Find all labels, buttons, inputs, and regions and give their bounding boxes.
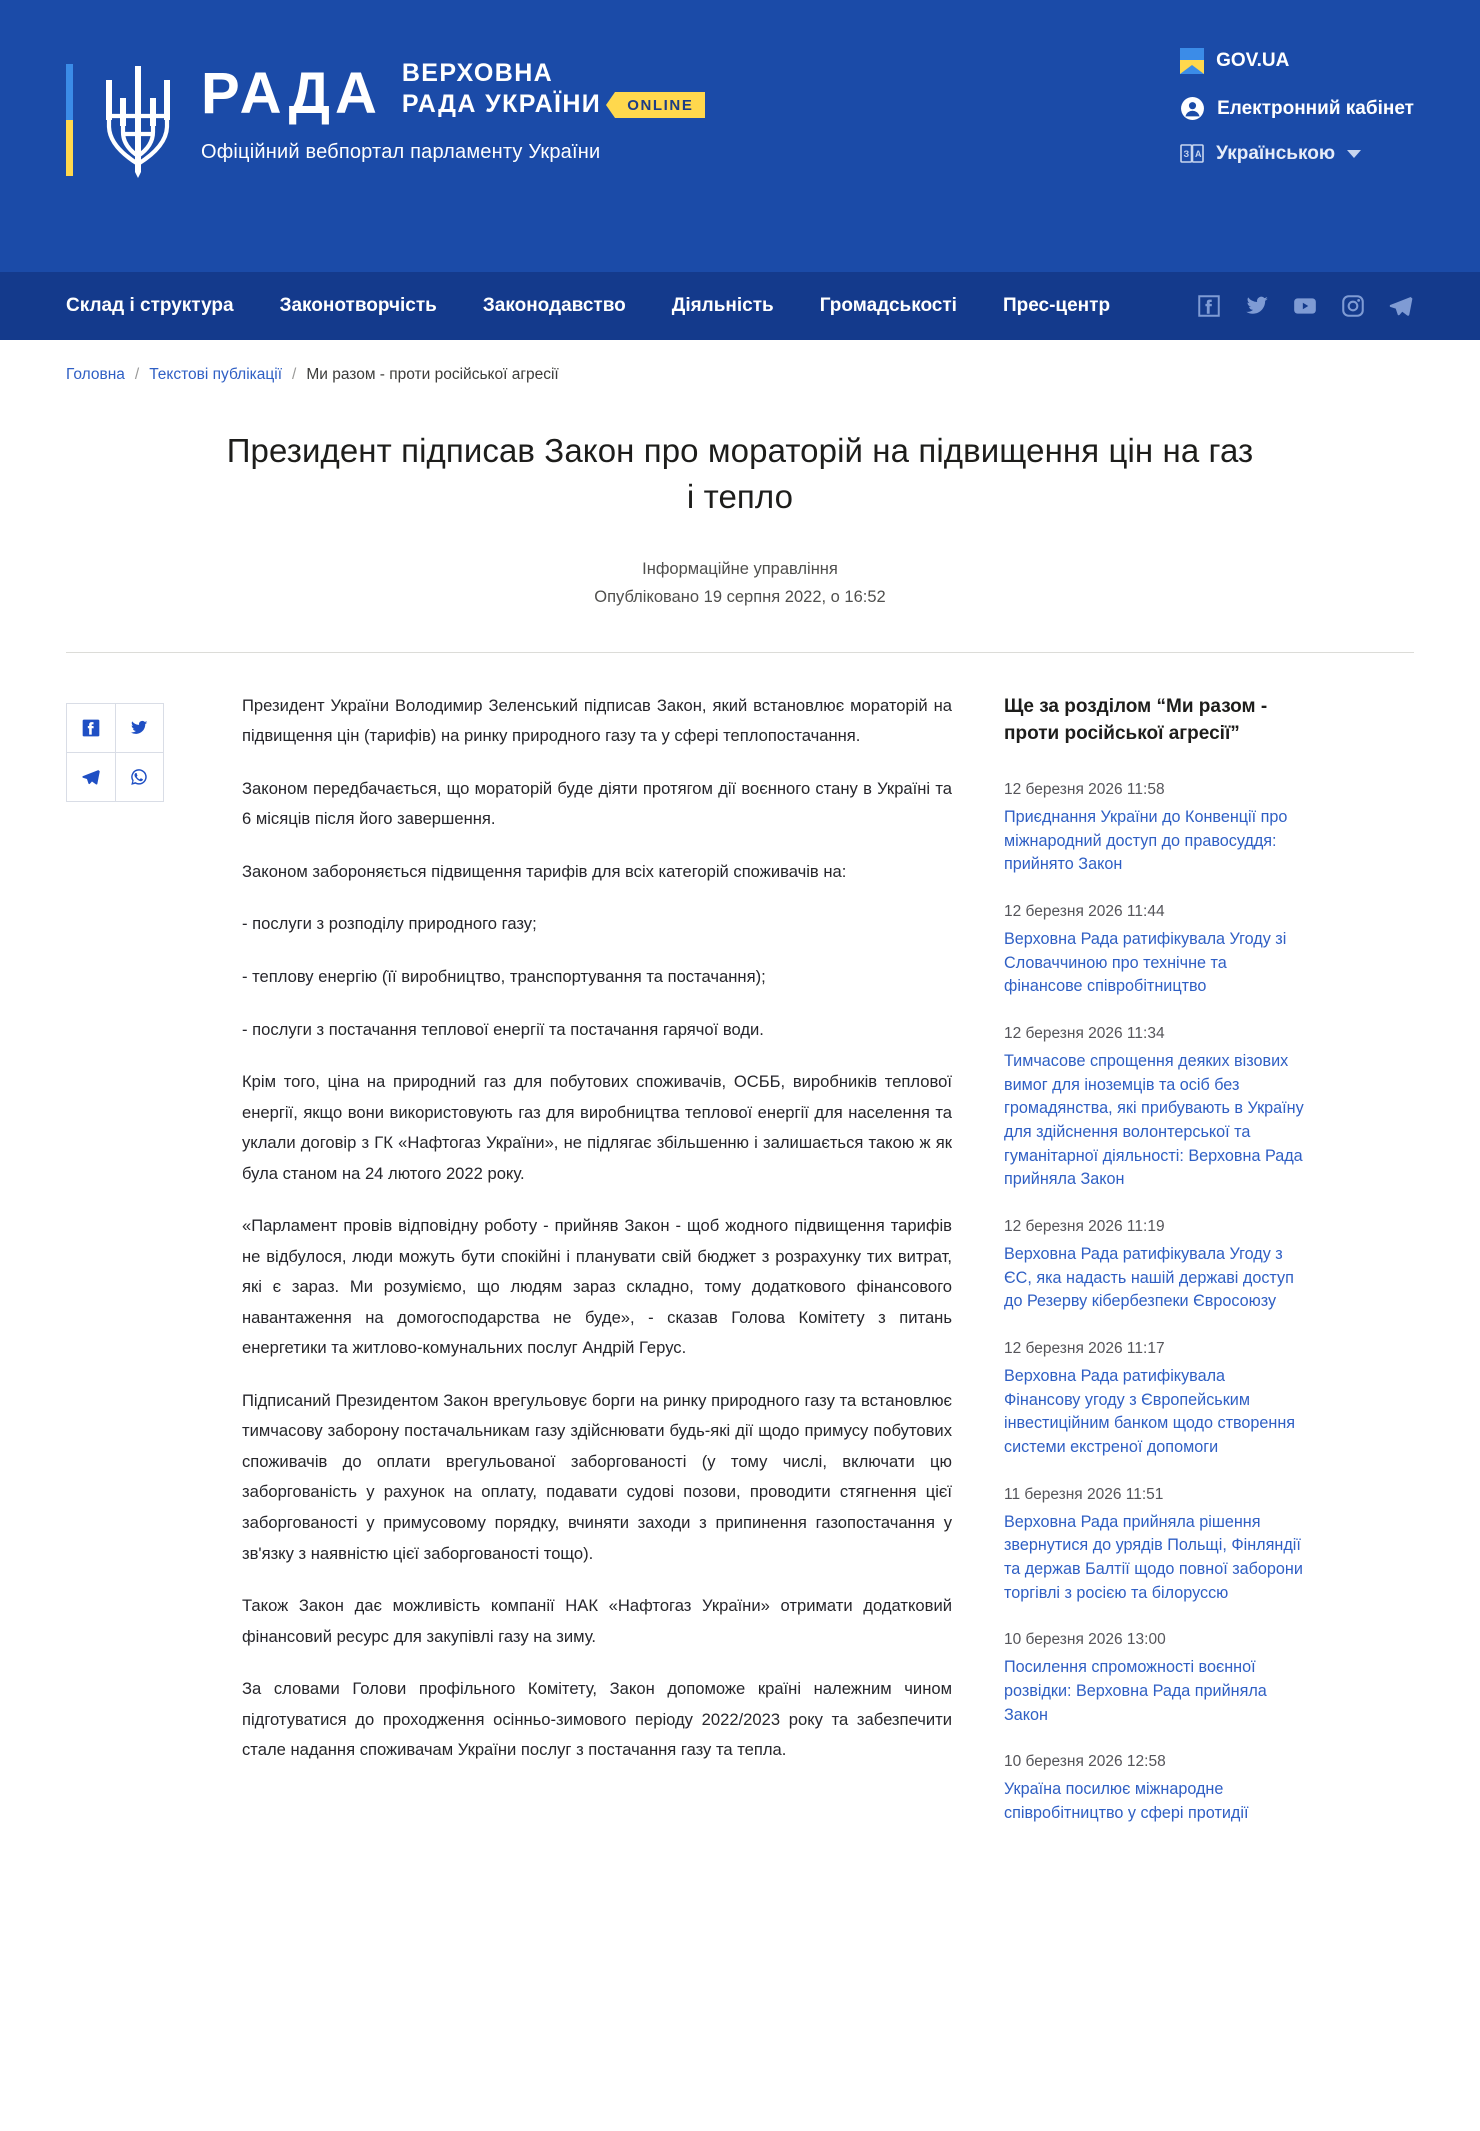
gov-ua-icon (1180, 48, 1204, 74)
related-link[interactable]: Верховна Рада ратифікувала Угоду з ЄС, яка надасть нашій державі доступ до Резерву кібербезпеки Євросоюзу (1004, 1245, 1294, 1311)
related-sidebar (1004, 691, 1304, 1852)
related-date: 12 березня 2026 11:17 (1004, 1339, 1165, 1357)
svg-text:A: A (1195, 149, 1202, 159)
breadcrumb-section[interactable]: Текстові публікації (149, 366, 283, 383)
share-telegram-button[interactable] (67, 753, 116, 802)
electronic-cabinet-label: Електронний кабінет (1217, 97, 1414, 119)
breadcrumb-home[interactable]: Головна (66, 366, 125, 383)
telegram-icon[interactable] (1388, 293, 1414, 319)
article-paragraph: Також Закон дає можливість компанії НАК «Нафтогаз України» отримати додатковий фінансовий ресурс для закупівлі газу на зиму. (242, 1596, 952, 1646)
article-paragraph: За словами Голови профільного Комітету, Закон допоможе країні належним чином підготуватися до проходження осінньо-зимового періоду 2022/2023 року та забезпечити стале надання споживачам України послуг з постачання газу та тепла. (242, 1679, 952, 1760)
list-item (1004, 1025, 1304, 1192)
list-item (1004, 1631, 1304, 1727)
whatsapp-share-icon (129, 767, 149, 787)
youtube-icon[interactable] (1292, 293, 1318, 319)
related-link[interactable]: Україна посилює міжнародне співробітництво у сфері протидії (1004, 1780, 1249, 1822)
share-column (66, 691, 174, 802)
breadcrumb-separator: / (134, 366, 140, 383)
logo-word: РАДА (201, 61, 382, 127)
main-navigation (0, 272, 1480, 340)
related-link[interactable]: Верховна Рада ратифікувала Фінансову угоду з Європейським інвестиційним банком щодо створення системи екстреної допомоги (1004, 1366, 1296, 1456)
nav-item-gromadskosti[interactable]: Громадськості (819, 295, 957, 316)
article-body (174, 691, 1004, 1766)
share-twitter-button[interactable] (116, 704, 165, 753)
related-date: 12 березня 2026 11:34 (1004, 1025, 1165, 1043)
article-list-item: - теплову енергію (її виробництво, транспортування та постачання); (242, 967, 766, 986)
language-label: Українською (1216, 143, 1336, 164)
twitter-share-icon (129, 718, 149, 738)
translate-icon (1180, 143, 1204, 165)
user-circle-icon (1180, 96, 1205, 121)
article-paragraph: Підписаний Президентом Закон врегульовує борги на ринку природного газу та встановлює тимчасову заборону постачальникам газу здійснювати будь-які дії щодо примусу побутових споживачів до оплати врегульованої заборгованості (у тому числі, включати цю заборгованість у рахунок на оплату, подавати судові позови, проводити стягнення цієї заборгованості у примусовому порядку, вчиняти заходи з припинення газопостачання у зв'язку з наявністю цієї заборгованості тощо). (242, 1390, 952, 1563)
flag-accent-bar (66, 64, 73, 176)
share-facebook-button[interactable] (67, 704, 116, 753)
site-logo[interactable] (66, 58, 705, 183)
facebook-share-icon (81, 718, 101, 738)
portal-subtitle: Офіційний вебпортал парламенту України (201, 141, 601, 163)
article-paragraph: Президент України Володимир Зеленський підписав Закон, який встановлює мораторій на підвищення цін (тарифів) на ринку природного газу та у сфері теплопостачання. (242, 695, 952, 746)
article-department: Інформаційне управління (642, 560, 838, 579)
gov-ua-link[interactable] (1180, 48, 1414, 74)
tryzub-icon (97, 60, 179, 183)
related-link[interactable]: Тимчасове спрощення деяких візових вимог для іноземців та осіб без громадянства, які прибувають в Україну для здійснення волонтерської та гуманітарної діяльності: Верховна Рада прийняла Закон (1004, 1052, 1304, 1189)
page-content (30, 653, 1450, 1912)
article-meta (66, 555, 1414, 612)
social-links (1174, 293, 1414, 319)
list-item (1004, 1753, 1304, 1825)
breadcrumb (30, 340, 1450, 406)
list-item (1004, 903, 1304, 999)
nav-item-sklad[interactable]: Склад і структура (66, 295, 234, 316)
gov-ua-label: GOV.UA (1216, 50, 1290, 71)
logo-line-1: ВЕРХОВНА (401, 59, 554, 87)
related-link[interactable]: Верховна Рада прийняла рішення звернутися до урядів Польщі, Фінляндії та держав Балтії щодо повної заборони торгівлі з росією та білоруссю (1004, 1512, 1303, 1602)
related-date: 12 березня 2026 11:44 (1004, 903, 1165, 921)
svg-text:З: З (1183, 149, 1190, 159)
facebook-icon[interactable] (1196, 293, 1222, 319)
related-date: 10 березня 2026 13:00 (1004, 1631, 1166, 1649)
header-utility-links (1180, 48, 1414, 187)
online-badge: ONLINE (615, 92, 705, 118)
related-date: 11 березня 2026 11:51 (1004, 1485, 1164, 1503)
article-paragraph: Законом передбачається, що мораторій буде діяти протягом дії воєнного стану в Україні та 6 місяців після його завершення. (242, 778, 952, 829)
related-date: 10 березня 2026 12:58 (1004, 1753, 1166, 1771)
article-published-date: Опубліковано 19 серпня 2022, о 16:52 (594, 588, 886, 607)
share-buttons (66, 703, 164, 802)
list-item (1004, 781, 1304, 877)
site-header (0, 0, 1480, 272)
share-whatsapp-button[interactable] (116, 753, 165, 802)
related-link[interactable]: Приєднання України до Конвенції про міжнародний доступ до правосуддя: прийнято Закон (1004, 808, 1288, 874)
related-link[interactable]: Верховна Рада ратифікувала Угоду зі Словаччиною про технічне та фінансове співробітництво (1004, 930, 1287, 996)
list-item (1004, 1340, 1304, 1460)
article-list-item: - послуги з розподілу природного газу; (242, 914, 537, 934)
instagram-icon[interactable] (1340, 293, 1366, 319)
telegram-share-icon (81, 767, 101, 787)
nav-item-diyalnist[interactable]: Діяльність (671, 295, 774, 316)
related-date: 12 березня 2026 11:19 (1004, 1218, 1165, 1235)
nav-item-zakonodavstvo[interactable]: Законодавство (482, 295, 626, 316)
chevron-down-icon (1347, 150, 1361, 158)
twitter-icon[interactable] (1244, 293, 1270, 319)
breadcrumb-separator: / (292, 366, 297, 383)
related-link[interactable]: Посилення спроможності воєнної розвідки: Верховна Рада прийняла Закон (1004, 1658, 1267, 1724)
list-item (1004, 1486, 1304, 1606)
page-title: Президент підписав Закон про мораторій на підвищення цін на газ і тепло (226, 432, 1254, 515)
logo-line-2: РАДА УКРАЇНИ (401, 89, 602, 118)
article-paragraph: «Парламент провів відповідну роботу - прийняв Закон - щоб жодного підвищення тарифів не відбулося, люди можуть бути спокійні і планувати свій бюджет з розрахунку тих витрат, які є зараз. Ми розуміємо, що людям зараз складно, тому додаткового фінансового навантаження на домогосподарства не буде», - сказав Голова Комітету з питань енергетики та житлово-комунальних послуг Андрій Герус. (242, 1216, 952, 1358)
article-paragraph: Законом забороняється підвищення тарифів для всіх категорій споживачів на: (242, 861, 847, 881)
article-list-item: - послуги з постачання теплової енергії та постачання гарячої води. (242, 1019, 764, 1039)
language-selector[interactable] (1180, 143, 1414, 165)
breadcrumb-current: Ми разом - проти російської агресії (306, 366, 559, 383)
article-paragraph: Крім того, ціна на природний газ для побутових споживачів, ОСББ, виробників теплової енергії, якщо вони використовують газ для виробництва теплової енергії для населення та уклали договір з ГК «Нафтогаз України», не підлягає збільшенню і залишається такою ж як була станом на 24 лютого 2022 року. (242, 1072, 952, 1183)
sidebar-title: Ще за розділом “Ми разом - проти російської агресії” (1004, 695, 1268, 744)
nav-links (66, 295, 1110, 317)
electronic-cabinet-link[interactable] (1180, 96, 1414, 121)
nav-item-zakonotvorchist[interactable]: Законотворчість (279, 295, 437, 316)
article-header (30, 406, 1450, 653)
related-date: 12 березня 2026 11:58 (1004, 781, 1165, 799)
list-item (1004, 1218, 1304, 1314)
nav-item-pres-centr[interactable]: Прес-центр (1002, 295, 1111, 316)
